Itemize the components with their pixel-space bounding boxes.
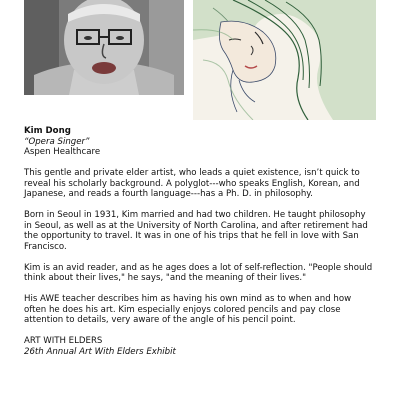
artwork-title: “Opera Singer” — [24, 136, 90, 147]
portrait-illustration — [24, 0, 184, 95]
artwork-illustration — [193, 0, 376, 120]
artist-organization: Aspen Healthcare — [24, 147, 101, 157]
bio-paragraph-2: Born in Seoul in 1931, Kim married and had two children. He taught philosophy in Seoul, as well as at the University of North Carolina, and after retirement had the opportunity to travel. It was in one of his trips that he fell in love with San Francisco. — [24, 210, 368, 252]
artist-name: Kim Dong — [24, 126, 71, 136]
bio-paragraph-3: Kim is an avid reader, and as he ages does a lot of self-reflection. "People should think about their lives," he says, "and the meaning of their lives." — [24, 262, 373, 283]
organization-footer: ART WITH ELDERS — [24, 336, 103, 346]
artwork-opera-singer — [193, 0, 376, 120]
artist-bio-block — [24, 126, 376, 357]
bio-paragraph-4: His AWE teacher describes him as having his own mind as to when and how often he does his art. Kim especially enjoys colored pencils and pay close attention to details, very aware of the angle of his pencil point. — [24, 294, 352, 325]
bio-paragraph-1: This gentle and private elder artist, who leads a quiet existence, isn’t quick to reveal his scholarly background. A polyglot---who speaks English, Korean, and Japanese, and reads a fourth language---has a Ph. D. in philosophy. — [24, 168, 360, 199]
exhibit-title: 26th Annual Art With Elders Exhibit — [24, 346, 176, 357]
artist-portrait-photo — [24, 0, 184, 95]
